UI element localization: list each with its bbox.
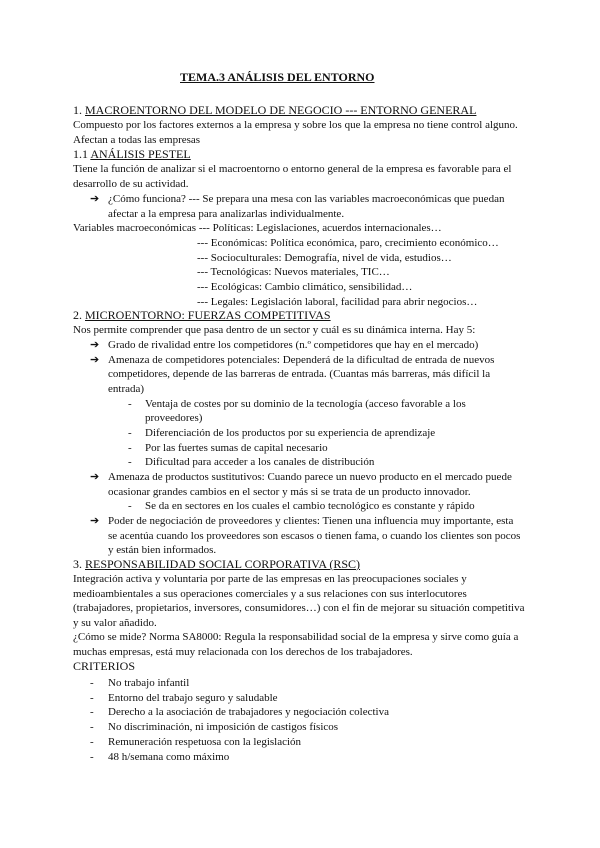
section-1-intro-line: Afectan a todas las empresas: [73, 134, 201, 146]
pestel-bullet-line: ¿Cómo funciona? --- Se prepara una mesa con las variables macroeconómicas que puedan: [108, 193, 505, 205]
dash-bullet-icon: -: [90, 706, 94, 718]
document-title: TEMA.3 ANÁLISIS DEL ENTORNO: [180, 70, 375, 84]
section-1-title: MACROENTORNO DEL MODELO DE NEGOCIO --- ENTORNO GENERAL: [85, 103, 477, 117]
section-1-heading: [73, 103, 476, 118]
rsc-para-line: medioambientales a sus operaciones comerciales y a sus relaciones con sus interlocutores: [73, 588, 467, 600]
substitutes-sub-item: Se da en sectores en los cuales el cambio tecnológico es constante y rápido: [145, 500, 475, 512]
rsc-question-line: ¿Cómo se mide? Norma SA8000: Regula la responsabilidad social de la empresa y sirve como guía a: [73, 631, 519, 643]
criteria-item: Entorno del trabajo seguro y saludable: [108, 692, 278, 704]
force-bargaining-line: Poder de negociación de proveedores y clientes: Tienen una influencia muy importante, esta: [108, 515, 514, 527]
dash-bullet-icon: -: [90, 721, 94, 733]
variable-item: --- Económicas: Política económica, paro, crecimiento económico…: [197, 237, 499, 249]
arrow-bullet-icon: ➔: [90, 471, 100, 483]
dash-bullet-icon: -: [90, 736, 94, 748]
section-3-heading: [73, 557, 360, 572]
pestel-intro-line: Tiene la función de analizar si el macroentorno o entorno general de la empresa es favorable para el: [73, 163, 512, 175]
dash-bullet-icon: -: [128, 442, 132, 454]
variable-item: --- Legales: Legislación laboral, facilidad para abrir negocios…: [197, 296, 478, 308]
pestel-bullet-line: afectar a la empresa para analizarlas individualmente.: [108, 208, 345, 220]
force-new-entrants-line: Amenaza de competidores potenciales: Dependerá de la dificultad de entrada de nuevos: [108, 354, 495, 366]
force-substitutes-line: Amenaza de productos sustitutivos: Cuando parece un nuevo producto en el mercado puede: [108, 471, 512, 483]
rsc-question-line: muchas empresas, está muy relacionada con los derechos de los trabajadores.: [73, 646, 413, 658]
dash-bullet-icon: -: [128, 500, 132, 512]
criteria-item: Derecho a la asociación de trabajadores y negociación colectiva: [108, 706, 389, 718]
section-3-number: 3.: [73, 557, 82, 571]
criteria-item: No trabajo infantil: [108, 677, 190, 689]
force-substitutes-line: ocasionar grandes cambios en el sector y más si se trata de un producto innovador.: [108, 486, 471, 498]
arrow-bullet-icon: ➔: [90, 193, 100, 205]
barrier-item-line: proveedores): [145, 412, 203, 424]
barrier-item-line: Diferenciación de los productos por su experiencia de aprendizaje: [145, 427, 436, 439]
section-2-intro: Nos permite comprender que pasa dentro de un sector y cuál es su dinámica interna. Hay 5:: [73, 324, 476, 336]
dash-bullet-icon: -: [90, 751, 94, 763]
dash-bullet-icon: -: [128, 398, 132, 410]
barrier-item-line: Dificultad para acceder a los canales de distribución: [145, 456, 375, 468]
pestel-intro-line: desarrollo de su actividad.: [73, 178, 189, 190]
variable-item: --- Socioculturales: Demografía, nivel de vida, estudios…: [197, 252, 452, 264]
variables-label: Variables macroeconómicas --- Políticas: Legislaciones, acuerdos internacionales…: [73, 222, 442, 234]
section-3-title: RESPONSABILIDAD SOCIAL CORPORATIVA (RSC): [85, 557, 361, 571]
variable-item: --- Tecnológicas: Nuevos materiales, TIC…: [197, 266, 390, 278]
force-new-entrants-line: competidores, depende de las barreras de entrada. (Cuantas más barreras, más difícil la: [108, 368, 491, 380]
section-2-title: MICROENTORNO: FUERZAS COMPETITIVAS: [85, 308, 331, 322]
criteria-item: No discriminación, ni imposición de castigos físicos: [108, 721, 339, 733]
section-2-heading: [73, 308, 331, 323]
subsection-1-1-number: 1.1: [73, 147, 88, 161]
dash-bullet-icon: -: [90, 677, 94, 689]
dash-bullet-icon: -: [90, 692, 94, 704]
arrow-bullet-icon: ➔: [90, 339, 100, 351]
arrow-bullet-icon: ➔: [90, 354, 100, 366]
criteria-item: 48 h/semana como máximo: [108, 751, 230, 763]
dash-bullet-icon: -: [128, 456, 132, 468]
criteria-heading: CRITERIOS: [73, 659, 136, 673]
barrier-item-line: Por las fuertes sumas de capital necesario: [145, 442, 328, 454]
criteria-item: Remuneración respetuosa con la legislación: [108, 736, 302, 748]
force-bargaining-line: y están bien informados.: [108, 544, 217, 556]
dash-bullet-icon: -: [128, 427, 132, 439]
rsc-para-line: Integración activa y voluntaria por parte de las empresas en las preocupaciones sociales y: [73, 573, 467, 585]
variable-item: --- Ecológicas: Cambio climático, sensibilidad…: [197, 281, 413, 293]
section-1-number: 1.: [73, 103, 82, 117]
force-bargaining-line: se acentúa cuando los proveedores son escasos o tienen fama, o cuando los clientes son pocos: [108, 530, 521, 542]
force-new-entrants-line: entrada): [108, 383, 145, 395]
rsc-para-line: (trabajadores, propietarios, inversores, consumidores…) con el fin de mejorar su situación competitiva: [73, 602, 525, 614]
section-2-number: 2.: [73, 308, 82, 322]
subsection-1-1-heading: [73, 147, 191, 162]
force-rivalry: Grado de rivalidad entre los competidores (n.º competidores que hay en el mercado): [108, 339, 479, 351]
arrow-bullet-icon: ➔: [90, 515, 100, 527]
barrier-item-line: Ventaja de costes por su dominio de la tecnología (acceso favorable a los: [145, 398, 466, 410]
subsection-1-1-title: ANÁLISIS PESTEL: [90, 147, 191, 161]
section-1-intro-line: Compuesto por los factores externos a la empresa y sobre los que la empresa no tiene control alguno.: [73, 119, 518, 131]
rsc-para-line: y su valor añadido.: [73, 617, 157, 629]
